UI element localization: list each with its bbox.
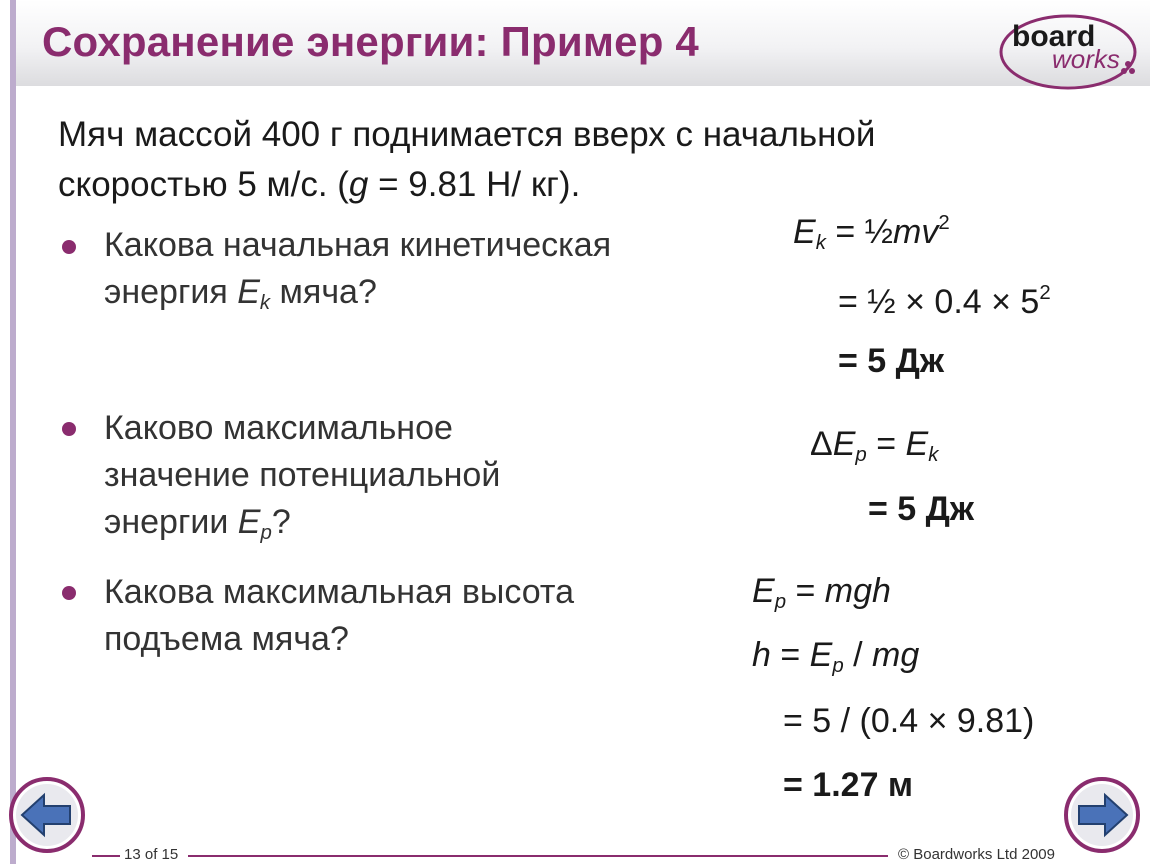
footer-line-middle — [188, 855, 888, 857]
answer-2-formula: $\Delta E_p = E_k$ — [810, 425, 939, 466]
boardworks-logo — [998, 4, 1143, 90]
question-3: Какова максимальная высота подъема мяча? — [104, 573, 574, 658]
answer-3-result: = 1.27 м — [783, 766, 914, 804]
intro-line-2: скоростью 5 м/с. (g = 9.81 Н/ кг). — [58, 165, 581, 204]
logo-word-works: works — [1052, 44, 1120, 74]
logo-word-board: board — [1012, 20, 1096, 53]
answer-3-substitution: = 5 / (0.4 × 9.81) — [783, 702, 1035, 740]
answer-2-result: = 5 Дж — [868, 490, 974, 528]
answer-1-result: = 5 Дж — [838, 342, 944, 380]
slide-title: Сохранение энергии: Пример 4 — [42, 18, 699, 65]
previous-slide-button[interactable] — [8, 776, 86, 854]
answer-3-rearranged: $h = E_p$ / mg — [752, 636, 920, 677]
question-1: Какова начальная кинетическая энергия $E_k$ мяча? — [104, 226, 612, 314]
answer-1-formula: $E_k$ = $\frac{1}{2}mv^2$ — [793, 212, 950, 254]
footer-line-left — [92, 855, 120, 857]
answer-3-formula: $E_p$ = mgh — [752, 572, 891, 613]
question-2: Каково максимальное значение потенциальной энергии $E_p$? — [104, 409, 501, 544]
bullet-icon — [62, 586, 76, 600]
bullet-icon — [62, 422, 76, 436]
left-frame-bar — [10, 0, 16, 864]
next-slide-button[interactable] — [1063, 776, 1141, 854]
bullet-icon — [62, 240, 76, 254]
problem-statement — [58, 110, 1018, 210]
intro-line-1: Мяч массой 400 г поднимается вверх с начальной — [58, 115, 876, 154]
answer-1-substitution: = ½ × $0.4 \times 5^2$ — [838, 282, 1051, 321]
page-counter: 13 of 15 — [124, 846, 179, 863]
copyright-text: © Boardworks Ltd 2009 — [898, 846, 1055, 863]
